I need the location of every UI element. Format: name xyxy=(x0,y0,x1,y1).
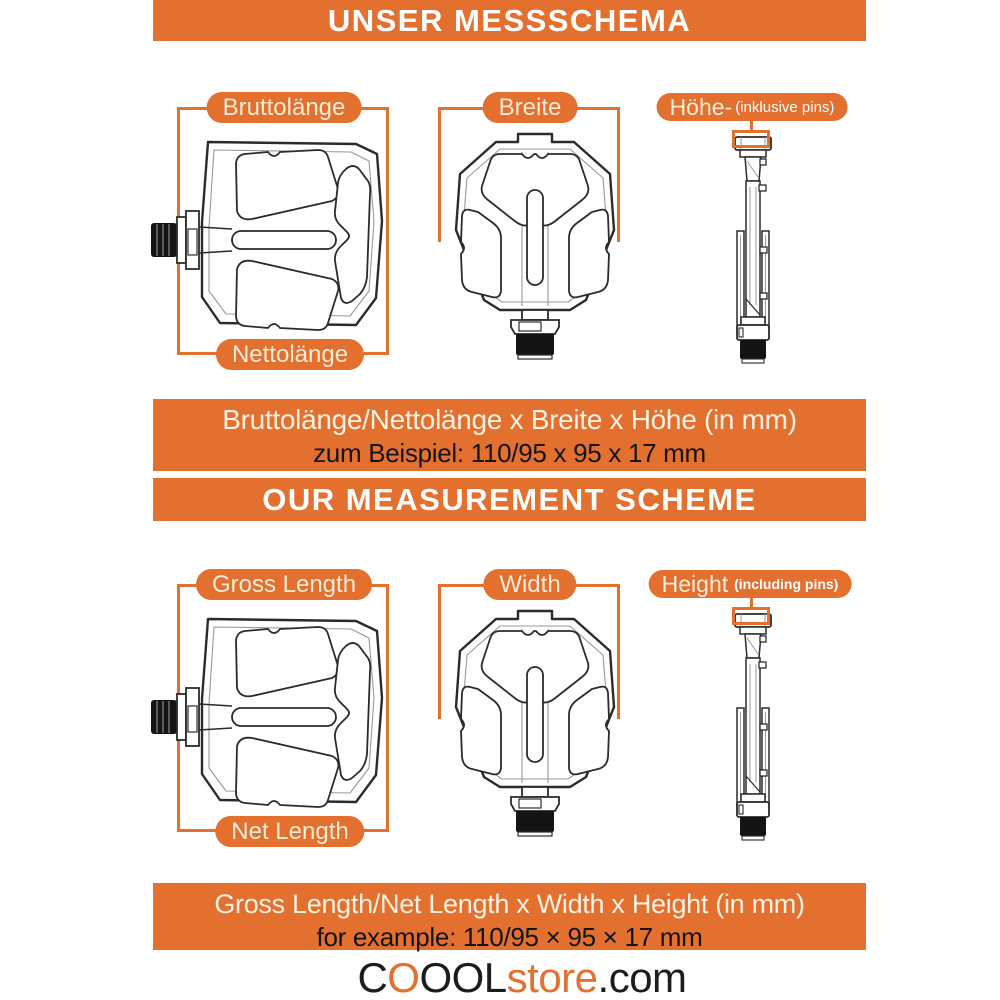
gross-length-label-en xyxy=(196,569,372,600)
logo-segment: store xyxy=(506,954,598,1000)
pedal-front-view-drawing-en xyxy=(450,607,620,840)
height-label-en xyxy=(649,570,852,598)
gross-length-label-de xyxy=(207,92,362,123)
pedal-top-view-drawing-en xyxy=(150,608,390,836)
width-label-de xyxy=(483,92,578,123)
net-length-text-en: Net Length xyxy=(231,817,349,845)
formula-scheme-de: Bruttolänge/Nettolänge x Breite x Höhe (in mm) xyxy=(222,404,797,435)
height-note-en: (including pins) xyxy=(734,576,839,592)
gross-length-text-de: Bruttolänge xyxy=(222,93,346,121)
width-text-en: Width xyxy=(499,570,561,598)
width-text-de: Breite xyxy=(498,93,562,121)
pedal-side-view-drawing-de xyxy=(731,135,775,368)
net-length-text-de: Nettolänge xyxy=(231,340,349,368)
formula-example-de: zum Beispiel: 110/95 x 95 x 17 mm xyxy=(313,438,706,468)
pedal-front-view-drawing-de xyxy=(450,130,620,363)
logo-segment: C xyxy=(357,954,388,1000)
width-label-en xyxy=(483,569,576,600)
net-length-label-en xyxy=(215,816,364,847)
pedal-side-view-drawing-en xyxy=(731,612,775,845)
german-section-banner: UNSER MESSSCHEMA xyxy=(153,0,866,41)
height-highlight-box-de xyxy=(732,130,770,148)
logo-segment: O xyxy=(387,954,420,1000)
logo-segment: .com xyxy=(597,954,687,1000)
logo-segment: OO xyxy=(419,954,484,1000)
height-label-de xyxy=(657,93,848,121)
formula-scheme-en: Gross Length/Net Length x Width x Height (in mm) xyxy=(214,889,805,919)
height-highlight-box-en xyxy=(732,607,770,625)
net-length-label-de xyxy=(216,339,364,370)
formula-box-de xyxy=(153,399,866,471)
height-text-en: Height xyxy=(661,570,729,597)
gross-length-text-en: Gross Length xyxy=(211,570,357,598)
pedal-top-view-drawing-de xyxy=(150,131,390,359)
cooolstore-logo xyxy=(0,954,1000,1000)
formula-box-en xyxy=(153,883,866,950)
english-section-banner: OUR MEASUREMENT SCHEME xyxy=(153,478,866,521)
formula-example-en: for example: 110/95 × 95 × 17 mm xyxy=(316,922,703,952)
logo-segment: L xyxy=(483,954,507,1000)
height-text-de: Höhe- xyxy=(669,93,733,120)
height-note-de: (inklusive pins) xyxy=(735,98,835,116)
